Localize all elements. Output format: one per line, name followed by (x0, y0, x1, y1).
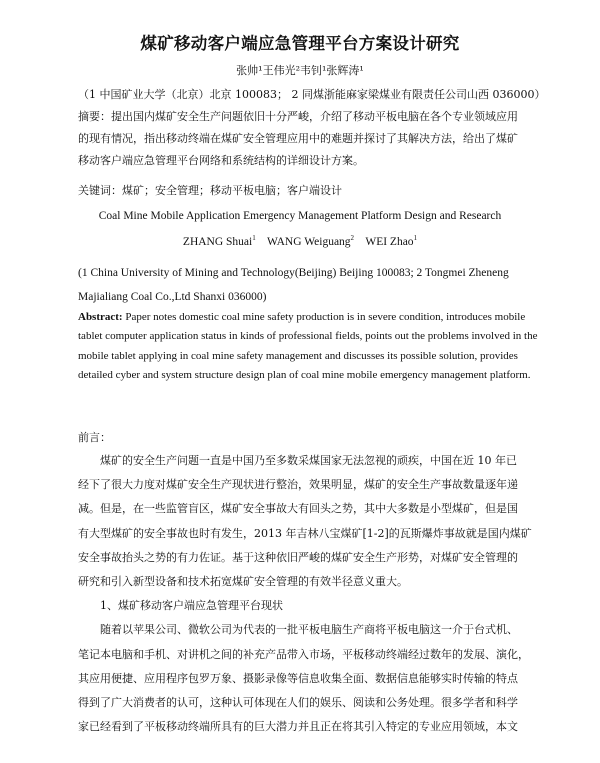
author-name: WEI Zhao (365, 236, 414, 248)
abstract-chinese-line: 的现有情况，指出移动终端在煤矿安全管理应用中的难题并探讨了其解决方法，给出了煤矿 (78, 132, 518, 145)
intro-line: 研究和引入新型设备和技术拓宽煤矿安全管理的有效半径意义重大。 (78, 575, 408, 589)
affiliation-english: (1 China University of Mining and Technology(Beijing) Beijing 100083; 2 Tongmei Zheneng Majialiang Coal Co.,Ltd Shanxi 036000) (78, 267, 509, 303)
intro-line: 安全事故抬头之势的有力佐证。基于这种依旧严峻的煤矿安全生产形势，对煤矿安全管理的 (78, 550, 518, 564)
abstract-chinese-line: 摘要：提出国内煤矿安全生产问题依旧十分严峻，介绍了移动平板电脑在各个专业领域应用 (78, 110, 518, 123)
paper-title-english: Coal Mine Mobile Application Emergency Management Platform Design and Research (98, 210, 502, 222)
intro-line: 有大型煤矿的安全事故也时有发生，2013 年吉林八宝煤矿[1-2]的瓦斯爆炸事故就是国内煤矿 (78, 526, 532, 540)
section-heading: 1、煤矿移动客户端应急管理平台现状 (100, 599, 283, 613)
author-affiliation-mark: 2 (350, 234, 355, 243)
abstract-english (78, 308, 538, 386)
section-line: 家已经看到了平板移动终端所具有的巨大潜力并且正在将其引入特定的专业应用领域，本文 (78, 720, 518, 734)
abstract-label: Abstract: (78, 311, 123, 323)
section-line: 笔记本电脑和手机、对讲机之间的补充产品带入市场，平板移动终端经过数年的发展、演化， (78, 647, 529, 661)
abstract-english-text: Paper notes domestic coal mine safety production is in severe condition, introduces mobile tablet computer application status in kinds of professional fields, points out the problems involved in the mobile tablet applying in coal mine safety management and discusses its possible solution, provides detailed cyber and system structure design plan of coal mine mobile emergency management platform. (78, 311, 538, 382)
abstract-chinese-line: 移动客户端应急管理平台网络和系统结构的详细设计方案。 (78, 154, 364, 167)
author-name: WANG Weiguang (267, 236, 351, 248)
intro-line: 经下了很大力度对煤矿安全生产现状进行整治，效果明显，煤矿的安全生产事故数量逐年递 (78, 478, 518, 492)
section-line: 随着以苹果公司、微软公司为代表的一批平板电脑生产商将平板电脑这一介于台式机、 (100, 623, 518, 637)
author-affiliation-mark: 1 (252, 234, 256, 243)
intro-line: 煤矿的安全生产问题一直是中国乃至多数采煤国家无法忽视的顽疾，中国在近 10 年已 (100, 454, 517, 467)
abstract-chinese (78, 106, 518, 172)
authors-english (0, 236, 600, 248)
authors-chinese: 张帅¹王伟光²韦钊¹张辉涛¹ (236, 64, 364, 77)
section-line: 得到了广大消费者的认可，这种认可体现在人们的娱乐、阅读和公务处理。很多学者和科学 (78, 696, 518, 710)
intro-heading: 前言： (78, 431, 111, 444)
author-name: ZHANG Shuai (182, 236, 253, 248)
keywords-chinese: 关键词：煤矿；安全管理；移动平板电脑；客户端设计 (78, 184, 342, 197)
section-line: 其应用便捷、应用程序包罗万象、摄影录像等信息收集全面、数据信息能够实时传输的特点 (78, 671, 518, 685)
body-text (78, 449, 538, 739)
author-affiliation-mark: 1 (413, 234, 418, 243)
paper-title: 煤矿移动客户端应急管理平台方案设计研究 (140, 34, 460, 53)
affiliation-chinese: （1 中国矿业大学（北京）北京 100083； 2 同煤浙能麻家梁煤业有限责任公司山西 036000） (78, 88, 546, 101)
intro-line: 减。但是，在一些监管盲区，煤矿安全事故大有回头之势，其中大多数是小型煤矿，但是国 (78, 502, 518, 516)
